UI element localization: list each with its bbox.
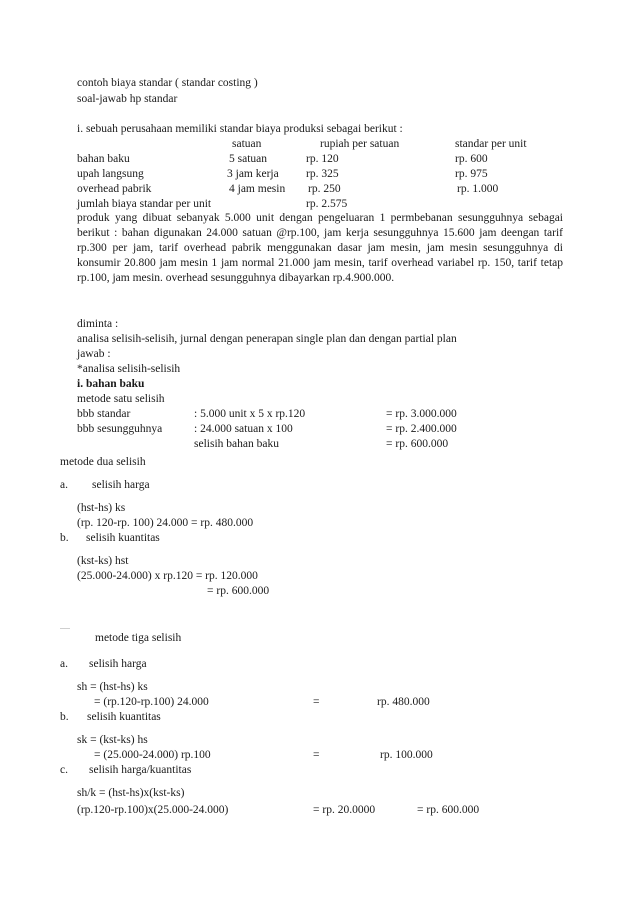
- calculation: (25.000-24.000) x rp.120 = rp. 120.000: [77, 570, 258, 582]
- col-header-rate: rupiah per satuan: [320, 138, 400, 150]
- calc-result: = rp. 600.000: [386, 438, 449, 450]
- method-two-title: metode dua selisih: [60, 456, 146, 468]
- col-header-std: standar per unit: [455, 138, 527, 150]
- total-result: = rp. 600.000: [207, 585, 270, 597]
- formula: (hst-hs) ks: [77, 502, 126, 514]
- calculation: (rp. 120-rp. 100) 24.000 = rp. 480.000: [77, 517, 254, 529]
- doc-title: contoh biaya standar ( standar costing ): [77, 77, 258, 89]
- asked-text: analisa selisih-selisih, jurnal dengan penerapan single plan dan dengan partial plan: [77, 333, 457, 345]
- item-title: selisih harga: [89, 658, 147, 670]
- formula: sh = (hst-hs) ks: [77, 681, 148, 693]
- row-unit: 3 jam kerja: [227, 168, 279, 180]
- calc-expression: selisih bahan baku: [194, 438, 279, 450]
- col-header-unit: satuan: [232, 138, 262, 150]
- equals-sign: =: [313, 696, 320, 708]
- calculation: = (rp.120-rp.100) 24.000: [94, 696, 209, 708]
- asked-label: diminta :: [77, 318, 119, 330]
- calc-result: = rp. 20.0000: [313, 804, 376, 816]
- problem-intro: i. sebuah perusahaan memiliki standar biaya produksi sebagai berikut :: [77, 123, 403, 135]
- item-title: selisih kuantitas: [86, 532, 160, 544]
- total-value: rp. 2.575: [306, 198, 348, 210]
- row-name: overhead pabrik: [77, 183, 152, 195]
- formula: sh/k = (hst-hs)x(kst-ks): [77, 787, 185, 799]
- row-rate: rp. 325: [306, 168, 339, 180]
- problem-description: produk yang dibuat sebanyak 5.000 unit dengan pengeluaran 1 permbebanan sesungguhnya sebagai berikut : bahan digunakan 24.000 satuan @rp.100, jam kerja sesungguhnya 15.600 jam deengan tarif rp.300 per jam, tarif overhead pabrik menggunakan dasar jam mesin, jam mesin sesungguhnya di konsumir 20.800 jam mesin 1 jam normal 21.000 jam mesin, tarif overhead variabel rp. 150, tarif tetap rp.100, jam mesin. overhead sesungguhnya dibayarkan rp.4.900.000.: [77, 212, 563, 284]
- calc-result: rp. 100.000: [380, 749, 433, 761]
- calc-result: = rp. 600.000: [417, 804, 480, 816]
- calc-result: rp. 480.000: [377, 696, 430, 708]
- row-name: upah langsung: [77, 168, 144, 180]
- formula: (kst-ks) hst: [77, 555, 129, 567]
- equals-sign: =: [313, 749, 320, 761]
- section-title: i. bahan baku: [77, 378, 145, 390]
- answer-label: jawab :: [77, 348, 111, 360]
- calc-label: bbb sesungguhnya: [77, 423, 163, 435]
- calc-label: bbb standar: [77, 408, 131, 420]
- calc-result: = rp. 3.000.000: [386, 408, 457, 420]
- formula: sk = (kst-ks) hs: [77, 734, 148, 746]
- calc-result: = rp. 2.400.000: [386, 423, 457, 435]
- row-std: rp. 1.000: [457, 183, 499, 195]
- row-rate: rp. 120: [306, 153, 339, 165]
- divider: [60, 628, 70, 629]
- calc-expression: : 24.000 satuan x 100: [194, 423, 293, 435]
- item-title: selisih harga: [92, 479, 150, 491]
- doc-subtitle: soal-jawab hp standar: [77, 93, 178, 105]
- item-marker: b.: [60, 711, 69, 723]
- row-std: rp. 600: [455, 153, 488, 165]
- item-marker: c.: [60, 764, 68, 776]
- calculation: (rp.120-rp.100)x(25.000-24.000): [77, 804, 229, 816]
- analysis-heading: *analisa selisih-selisih: [77, 363, 181, 375]
- item-marker: a.: [60, 479, 68, 491]
- method-one-title: metode satu selisih: [77, 393, 165, 405]
- row-unit: 4 jam mesin: [229, 183, 286, 195]
- calc-expression: : 5.000 unit x 5 x rp.120: [194, 408, 306, 420]
- row-unit: 5 satuan: [229, 153, 268, 165]
- row-name: bahan baku: [77, 153, 130, 165]
- row-std: rp. 975: [455, 168, 488, 180]
- item-title: selisih harga/kuantitas: [89, 764, 192, 776]
- method-three-title: metode tiga selisih: [95, 632, 182, 644]
- item-marker: a.: [60, 658, 68, 670]
- row-rate: rp. 250: [308, 183, 341, 195]
- total-label: jumlah biaya standar per unit: [77, 198, 212, 210]
- calculation: = (25.000-24.000) rp.100: [94, 749, 211, 761]
- item-title: selisih kuantitas: [87, 711, 161, 723]
- item-marker: b.: [60, 532, 69, 544]
